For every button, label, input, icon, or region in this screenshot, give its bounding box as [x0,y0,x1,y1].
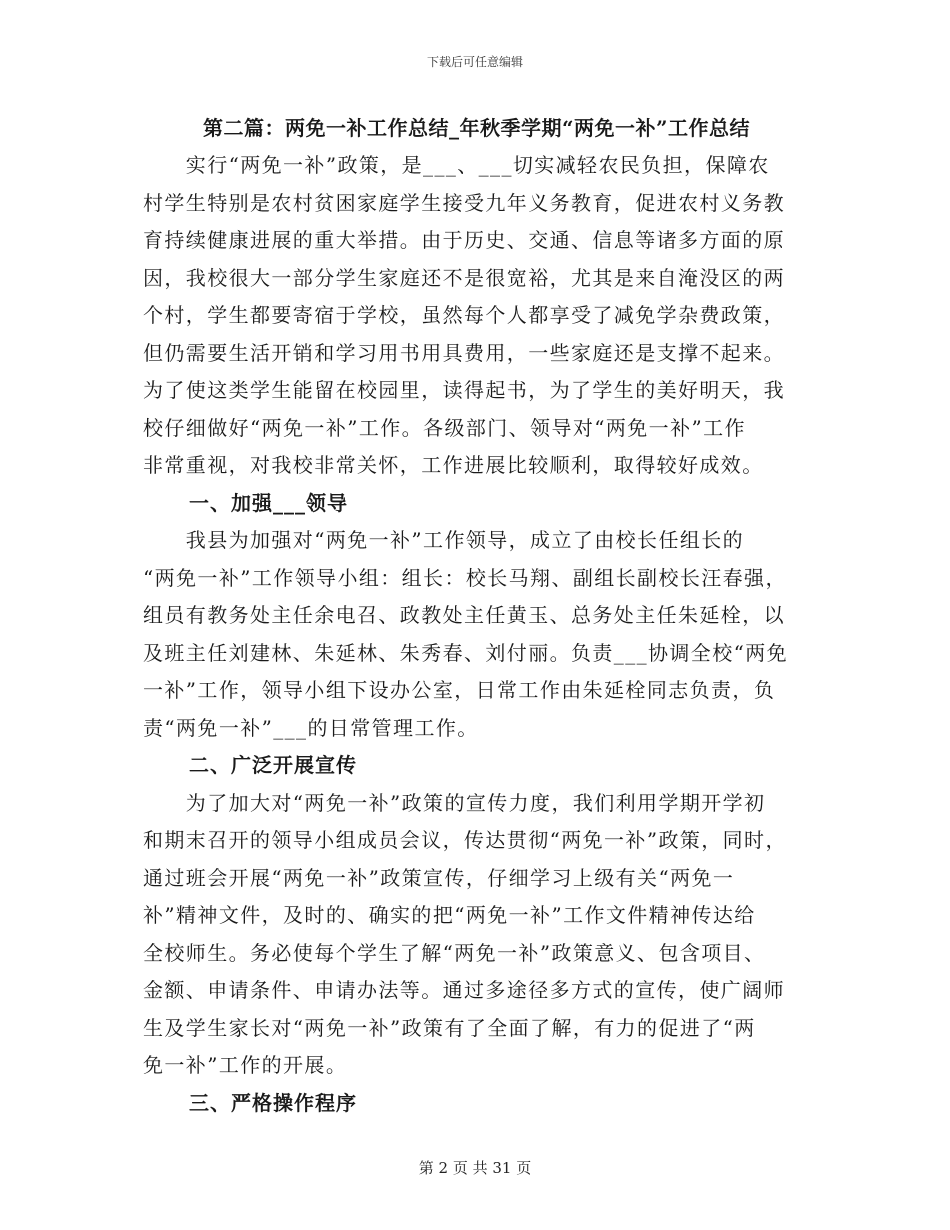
document-title: 第二篇：两免一补工作总结_年秋季学期“两免一补”工作总结 [203,116,751,140]
page-number-footer: 第 2 页 共 31 页 [418,1159,532,1177]
paragraph-line: 和期末召开的领导小组成员会议，传达贯彻“两免一补”政策，同时， [143,828,787,852]
section-heading: 三、严格操作程序 [189,1090,357,1115]
paragraph-line: 金额、申请条件、申请办法等。通过多途径多方式的宣传，使广阔师 [143,978,785,1002]
paragraph-line: 但仍需要生活开销和学习用书用具费用，一些家庭还是支撑不起来。 [143,340,785,365]
paragraph-line: 为了使这类学生能留在校园里，读得起书，为了学生的美好明天，我 [143,378,785,402]
section-1 [143,485,808,748]
paragraph-line: “两免一补”工作领导小组：组长：校长马翔、副组长副校长汪春强， [143,565,787,590]
paragraph-line: 生及学生家长对“两免一补”政策有了全面了解，有力的促进了“两 [143,1015,756,1040]
page-header-note: 下载后可任意编辑 [426,55,523,69]
paragraph-line: 我县为加强对“两免一补”工作领导，成立了由校长任组长的 [143,528,745,552]
paragraph-line: 全校师生。务必使每个学生了解“两免一补”政策意义、包含项目、 [143,940,766,965]
paragraph-line: 村学生特别是农村贫困家庭学生接受九年义务教育，促进农村义务教 [143,190,785,215]
paragraph-line: 及班主任刘建林、朱延林、朱秀春、刘付丽。负责___协调全校“两免 [143,640,789,665]
paragraph-line: 免一补”工作的开展。 [143,1053,348,1077]
section-heading: 一、加强___领导 [189,490,348,515]
paragraph-line: 因，我校很大一部分学生家庭还不是很宽裕，尤其是来自淹没区的两 [143,265,785,290]
document-body [143,147,808,1122]
paragraph-line: 补”精神文件，及时的、确实的把“两免一补”工作文件精神传达给 [143,903,756,927]
section-heading: 二、广泛开展宣传 [189,753,357,777]
paragraph-line: 个村，学生都要寄宿于学校，虽然每个人都享受了减免学杂费政策， [143,303,785,327]
paragraph-line: 一补”工作，领导小组下设办公室，日常工作由朱延栓同志负责，负 [143,678,776,702]
paragraph-line: 通过班会开展“两免一补”政策宣传，仔细学习上级有关“两免一 [143,865,735,890]
paragraph-line: 育持续健康进展的重大举措。由于历史、交通、信息等诸多方面的原 [143,228,785,252]
section-2 [143,747,808,1085]
paragraph-line: 实行“两免一补”政策，是___、___切实减轻农民负担，保障农 [143,153,770,177]
paragraph-line: 组员有教务处主任余电召、政教处主任黄玉、总务处主任朱延栓，以 [143,603,785,627]
paragraph-line: 为了加大对“两免一补”政策的宣传力度，我们利用学期开学初 [143,790,766,815]
intro-paragraph [143,147,808,485]
paragraph-line: 非常重视，对我校非常关怀，工作进展比较顺利，取得较好成效。 [143,453,764,477]
paragraph-line: 责“两免一补”___的日常管理工作。 [143,715,479,740]
paragraph-line: 校仔细做好“两免一补”工作。各级部门、领导对“两免一补”工作 [143,415,746,440]
section-3 [143,1085,808,1123]
